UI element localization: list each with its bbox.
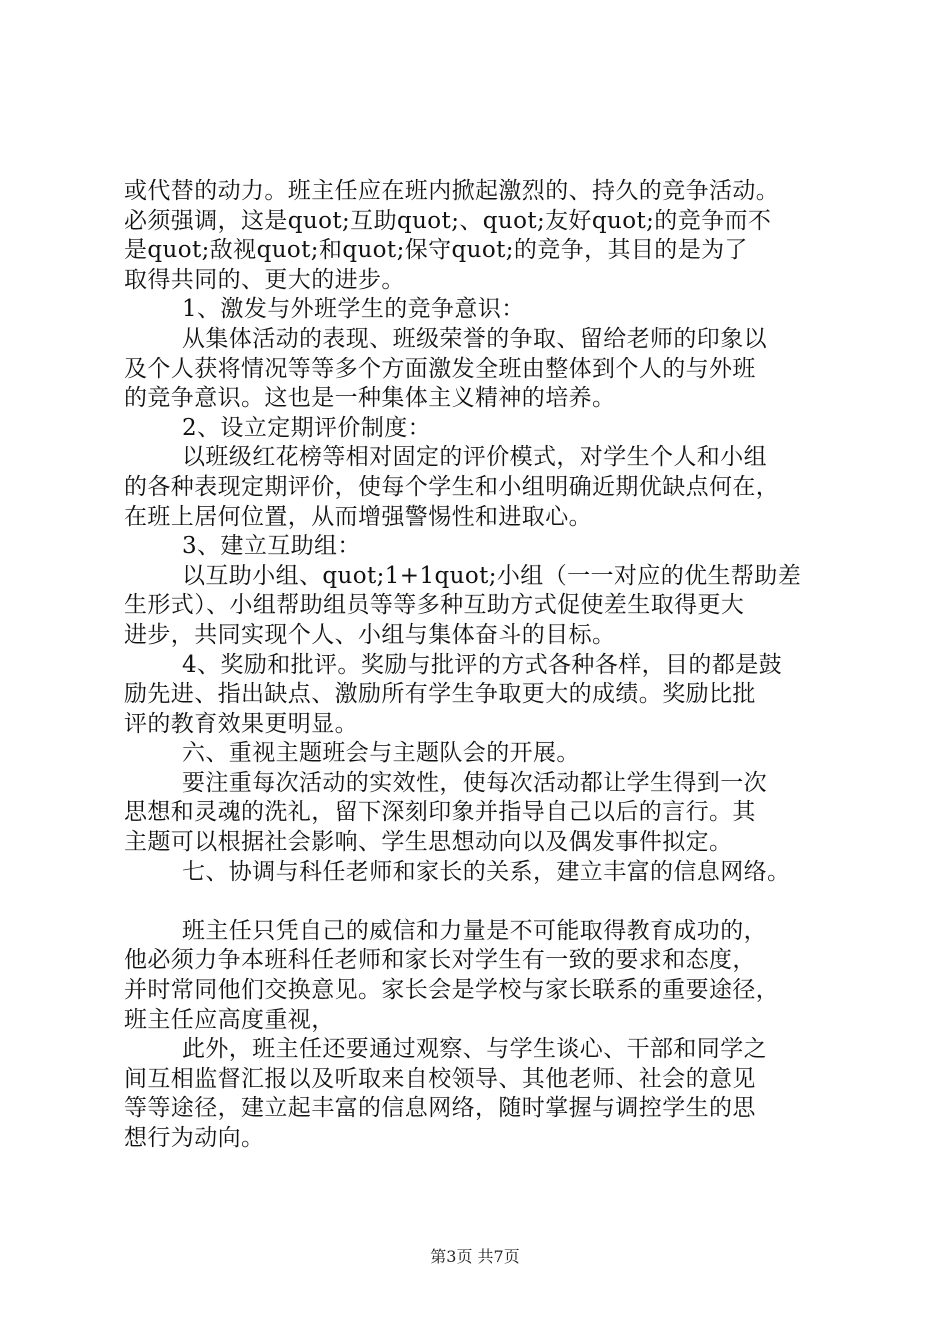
- page-footer: 第3页 共7页: [430, 1247, 520, 1266]
- text-line: 生形式）、小组帮助组员等等多种互助方式促使差生取得更大: [124, 592, 745, 619]
- text-line: 在班上居何位置，从而增强警惕性和进取心。: [124, 503, 592, 530]
- text-line: 是quot;敌视quot;和quot;保守quot;的竞争，其目的是为了: [124, 237, 748, 264]
- text-line: 主题可以根据社会影响、学生思想动向以及偶发事件拟定。: [124, 829, 733, 856]
- text-line: 进步，共同实现个人、小组与集体奋斗的目标。: [124, 621, 616, 648]
- text-line: 等等途径，建立起丰富的信息网络，随时掌握与调控学生的思: [124, 1095, 756, 1122]
- section-heading: 2、设立定期评价制度：: [182, 414, 432, 441]
- section-heading: 七、协调与科任老师和家长的关系，建立丰富的信息网络。: [182, 858, 791, 885]
- text-line: 要注重每次活动的实效性，使每次活动都让学生得到一次: [182, 769, 767, 796]
- text-line: 此外，班主任还要通过观察、与学生谈心、干部和同学之: [182, 1036, 767, 1063]
- document-body: [124, 177, 844, 1154]
- text-line: 他必须力争本班科任老师和家长对学生有一致的要求和态度，: [124, 947, 756, 974]
- text-line: 取得共同的、更大的进步。: [124, 266, 405, 293]
- text-line: 班主任应高度重视，: [124, 1006, 335, 1033]
- text-line: 以互助小组、quot;1+1quot;小组（一一对应的优生帮助差: [182, 562, 802, 589]
- section-heading: 六、重视主题班会与主题队会的开展。: [182, 740, 580, 767]
- section-heading: 1、激发与外班学生的竞争意识：: [182, 296, 525, 323]
- section-heading: 4、奖励和批评。奖励与批评的方式各种各样，目的都是鼓: [182, 651, 783, 678]
- text-line: 及个人获将情况等等多个方面激发全班由整体到个人的与外班: [124, 355, 756, 382]
- text-line: 思想和灵魂的洗礼，留下深刻印象并指导自己以后的言行。其: [124, 799, 756, 826]
- text-line: 或代替的动力。班主任应在班内掀起激烈的、持久的竞争活动。: [124, 178, 780, 204]
- text-line: 从集体活动的表现、班级荣誉的争取、留给老师的印象以: [182, 325, 767, 352]
- text-line: 的各种表现定期评价，使每个学生和小组明确近期优缺点何在，: [124, 473, 780, 500]
- text-line: 评的教育效果更明显。: [124, 710, 358, 737]
- text-line: 励先进、指出缺点、激励所有学生争取更大的成绩。奖励比批: [124, 681, 756, 708]
- text-line: 的竞争意识。这也是一种集体主义精神的培养。: [124, 385, 616, 412]
- blank-line: [124, 887, 844, 917]
- text-line: 班主任只凭自己的威信和力量是不可能取得教育成功的，: [182, 917, 767, 944]
- text-line: 想行为动向。: [124, 1125, 265, 1151]
- text-line: 必须强调，这是quot;互助quot;、quot;友好quot;的竞争而不: [124, 207, 772, 234]
- text-line: 以班级红花榜等相对固定的评价模式，对学生个人和小组: [182, 444, 767, 471]
- text-line: 间互相监督汇报以及听取来自校领导、其他老师、社会的意见: [124, 1065, 756, 1092]
- section-heading: 3、建立互助组：: [182, 533, 361, 560]
- text-line: 并时常同他们交换意见。家长会是学校与家长联系的重要途径，: [124, 977, 780, 1004]
